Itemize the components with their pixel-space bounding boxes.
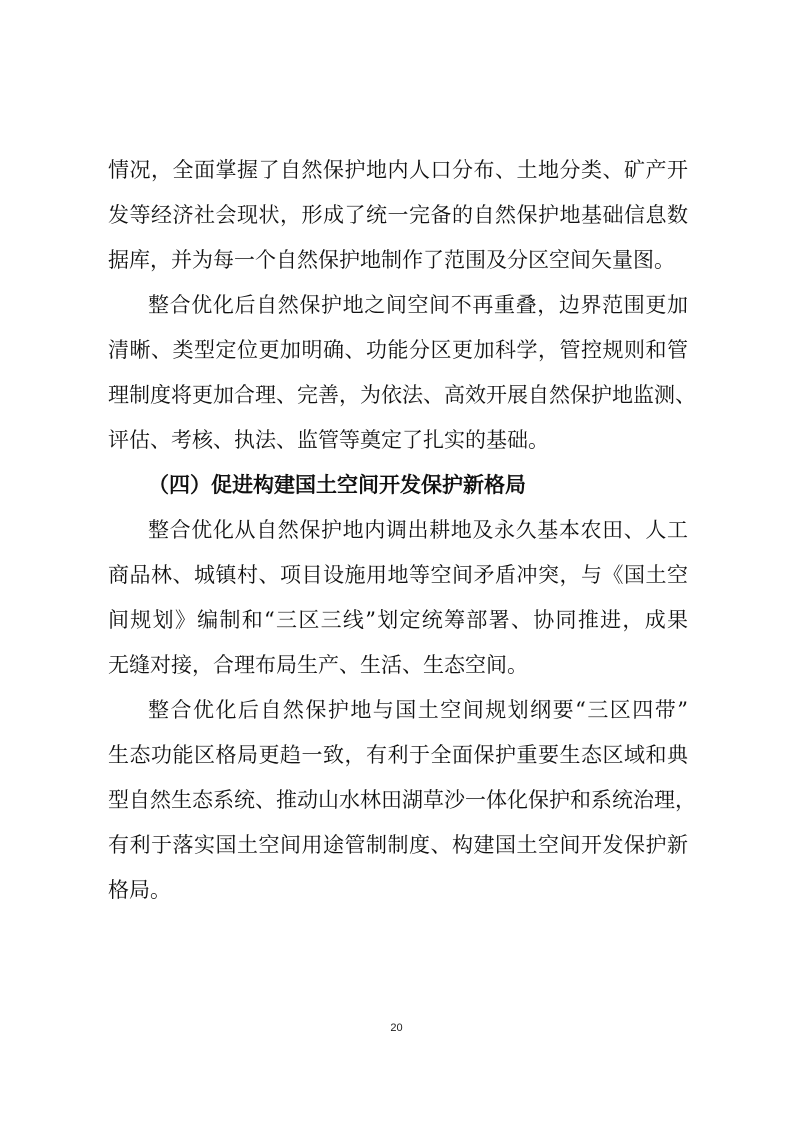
paragraph-1-line-2: 发等经济社会现状，形成了统一完备的自然保护地基础信息数: [108, 203, 688, 227]
paragraph-3-line-3: 间规划》编制和“三区三线”划定统筹部署、协同推进，成果: [108, 608, 688, 632]
paragraph-4-line-3: 型自然生态系统、推动山水林田湖草沙一体化保护和系统治理，: [108, 788, 696, 812]
paragraph-2-line-2: 清晰、类型定位更加明确、功能分区更加科学，管控规则和管: [108, 338, 688, 362]
paragraph-4-line-5: 格局。: [108, 878, 171, 902]
paragraph-4-line-2: 生态功能区格局更趋一致，有利于全面保护重要生态区域和典: [108, 743, 688, 767]
page-number: 20: [390, 1022, 403, 1034]
paragraph-2-line-1: 整合优化后自然保护地之间空间不再重叠，边界范围更加: [148, 293, 688, 317]
section-heading: （四）促进构建国土空间开发保护新格局: [148, 473, 526, 497]
paragraph-2-line-4: 评估、考核、执法、监管等奠定了扎实的基础。: [108, 428, 549, 452]
paragraph-3-line-1: 整合优化从自然保护地内调出耕地及永久基本农田、人工: [148, 518, 688, 542]
paragraph-3-line-2: 商品林、城镇村、项目设施用地等空间矛盾冲突，与《国土空: [108, 563, 688, 587]
paragraph-4-line-1: 整合优化后自然保护地与国土空间规划纲要“三区四带”: [148, 698, 688, 722]
paragraph-3-line-4: 无缝对接，合理布局生产、生活、生态空间。: [108, 653, 528, 677]
paragraph-4-line-4: 有利于落实国土空间用途管制制度、构建国土空间开发保护新: [108, 833, 688, 857]
paragraph-1-line-1: 情况，全面掌握了自然保护地内人口分布、土地分类、矿产开: [108, 158, 688, 182]
paragraph-2-line-3: 理制度将更加合理、完善，为依法、高效开展自然保护地监测、: [108, 383, 696, 407]
paragraph-1-line-3: 据库，并为每一个自然保护地制作了范围及分区空间矢量图。: [108, 248, 675, 272]
